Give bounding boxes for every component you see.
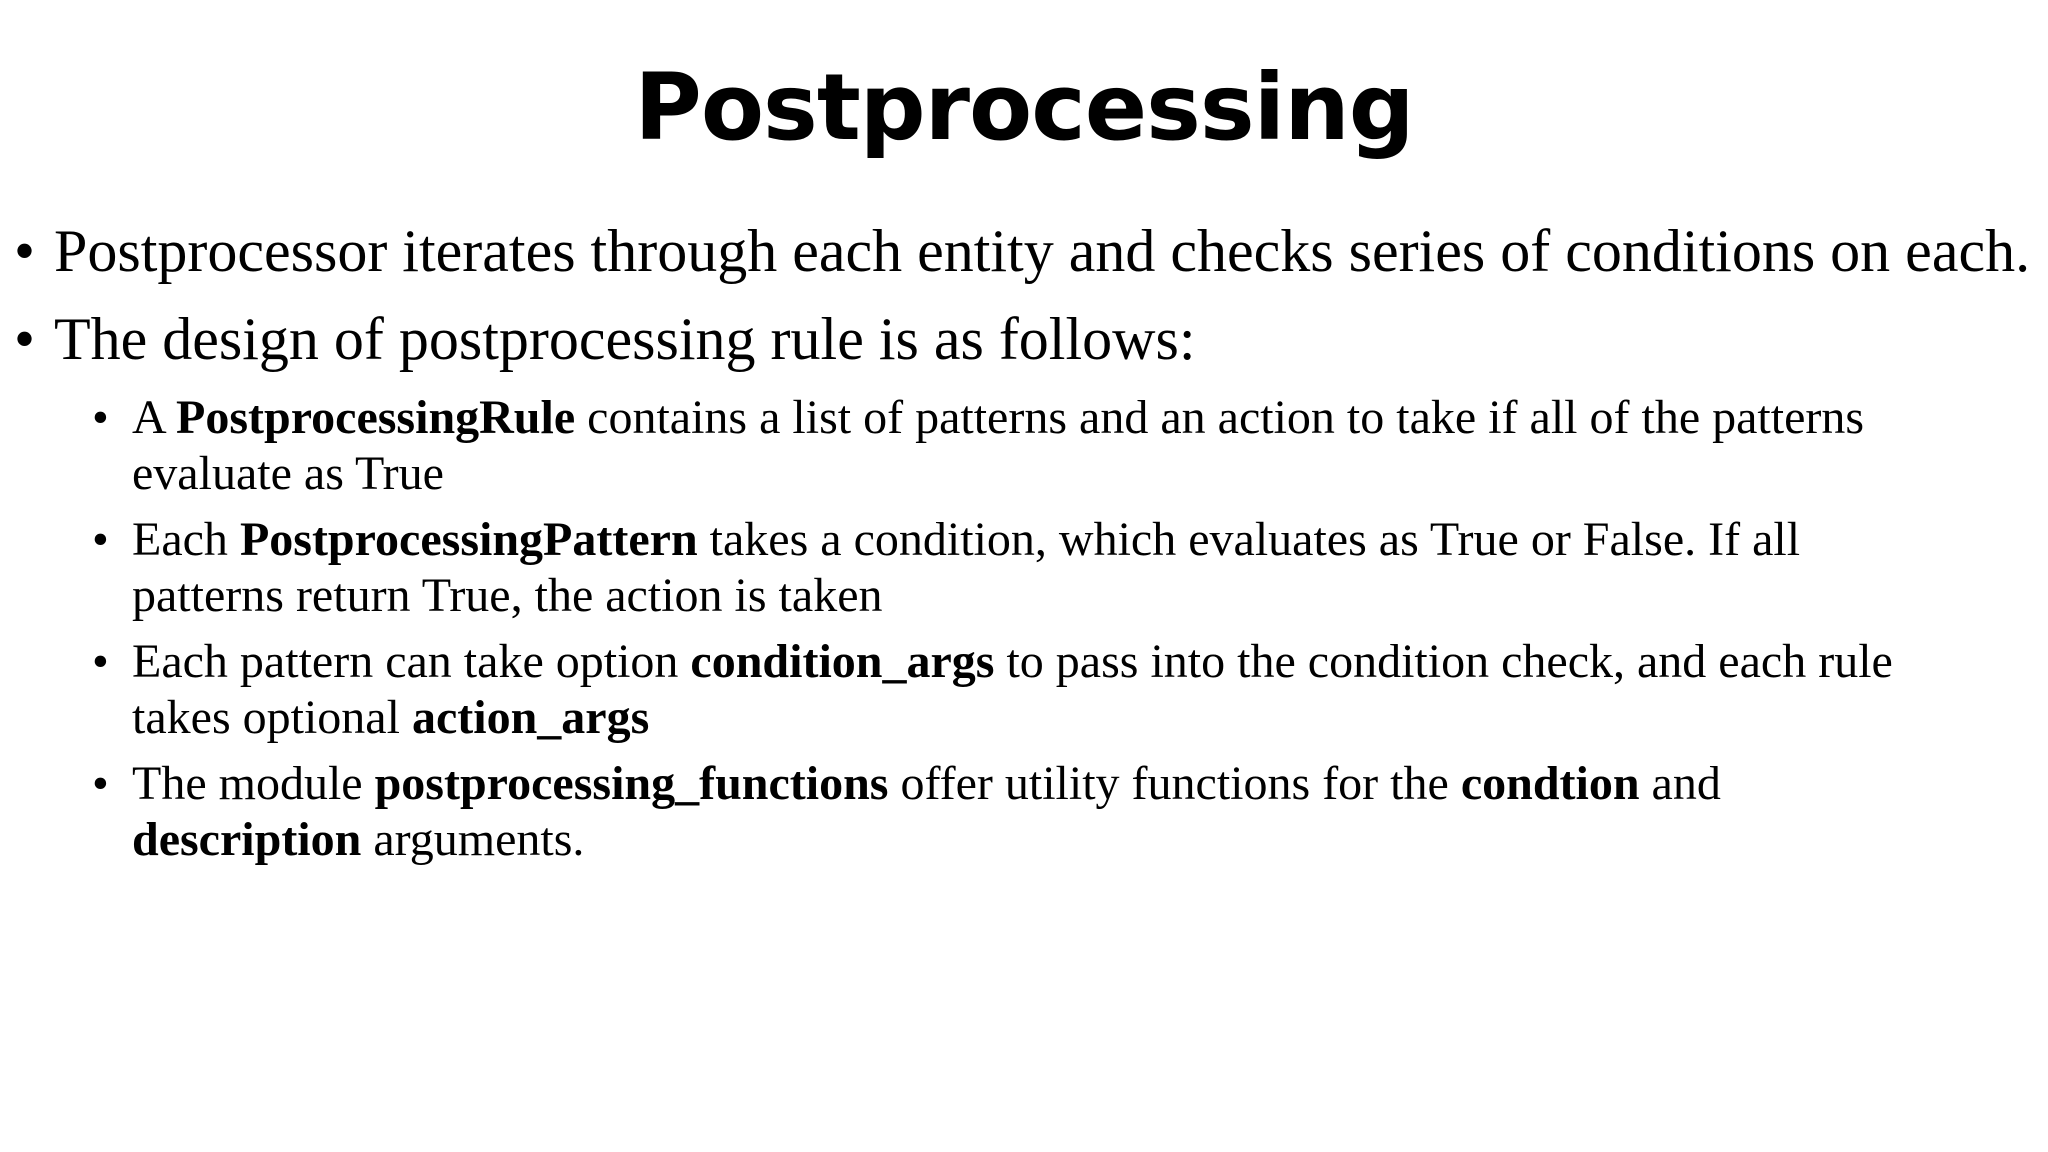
text-run: to pass into the condition check, and each rule	[994, 635, 1893, 688]
subpoint-line	[132, 568, 2028, 624]
subpoint-line	[132, 634, 2028, 690]
text-run: patterns return True, the action is taken	[132, 569, 883, 622]
subpoint-line	[132, 390, 2028, 446]
text-run: Each	[132, 513, 240, 566]
slide-body	[0, 214, 2048, 878]
text-run: takes optional	[132, 691, 412, 744]
keyword-postprocessing-rule: PostprocessingRule	[176, 391, 576, 444]
bullet-icon: •	[92, 635, 109, 688]
bullet-icon: •	[14, 306, 36, 372]
subpoint-line	[132, 512, 2028, 568]
text-run: and	[1639, 757, 1721, 810]
bullet-point-postprocessor	[0, 214, 2048, 288]
text-run: arguments.	[361, 813, 585, 866]
keyword-postprocessing-pattern: PostprocessingPattern	[239, 513, 698, 566]
design-sublist	[0, 390, 2048, 868]
keyword-action-args: action_args	[411, 691, 650, 744]
bullet-icon: •	[92, 757, 109, 810]
text-run: takes a condition, which evaluates as True or False. If all	[697, 513, 1801, 566]
subpoint-line	[132, 756, 2028, 812]
text-run: evaluate as True	[132, 447, 444, 500]
subpoint-line	[132, 812, 2028, 868]
text-run: A	[132, 391, 177, 444]
text-run: Each pattern can take option	[132, 635, 691, 688]
text-run: The module	[132, 757, 375, 810]
subpoint-pattern	[0, 512, 2048, 624]
keyword-postprocessing-functions: postprocessing_functions	[374, 757, 889, 810]
slide-title: Postprocessing	[634, 54, 1414, 161]
bullet-text: Postprocessor iterates through each entity and checks series of conditions on each.	[54, 218, 2031, 284]
keyword-condition-args: condition_args	[690, 635, 995, 688]
bullet-text: The design of postprocessing rule is as follows:	[54, 306, 1196, 372]
bullet-icon: •	[92, 391, 109, 444]
bullet-icon: •	[14, 218, 36, 284]
subpoint-line	[132, 690, 2028, 746]
text-run: contains a list of patterns and an action to take if all of the patterns	[575, 391, 1865, 444]
subpoint-module	[0, 756, 2048, 868]
keyword-description: description	[132, 813, 362, 866]
subpoint-rule	[0, 390, 2048, 502]
subpoint-line	[132, 446, 2028, 502]
bullet-point-design	[0, 302, 2048, 376]
keyword-condtion: condtion	[1460, 757, 1640, 810]
bullet-icon: •	[92, 513, 109, 566]
subpoint-args	[0, 634, 2048, 746]
text-run: offer utility functions for the	[888, 757, 1461, 810]
